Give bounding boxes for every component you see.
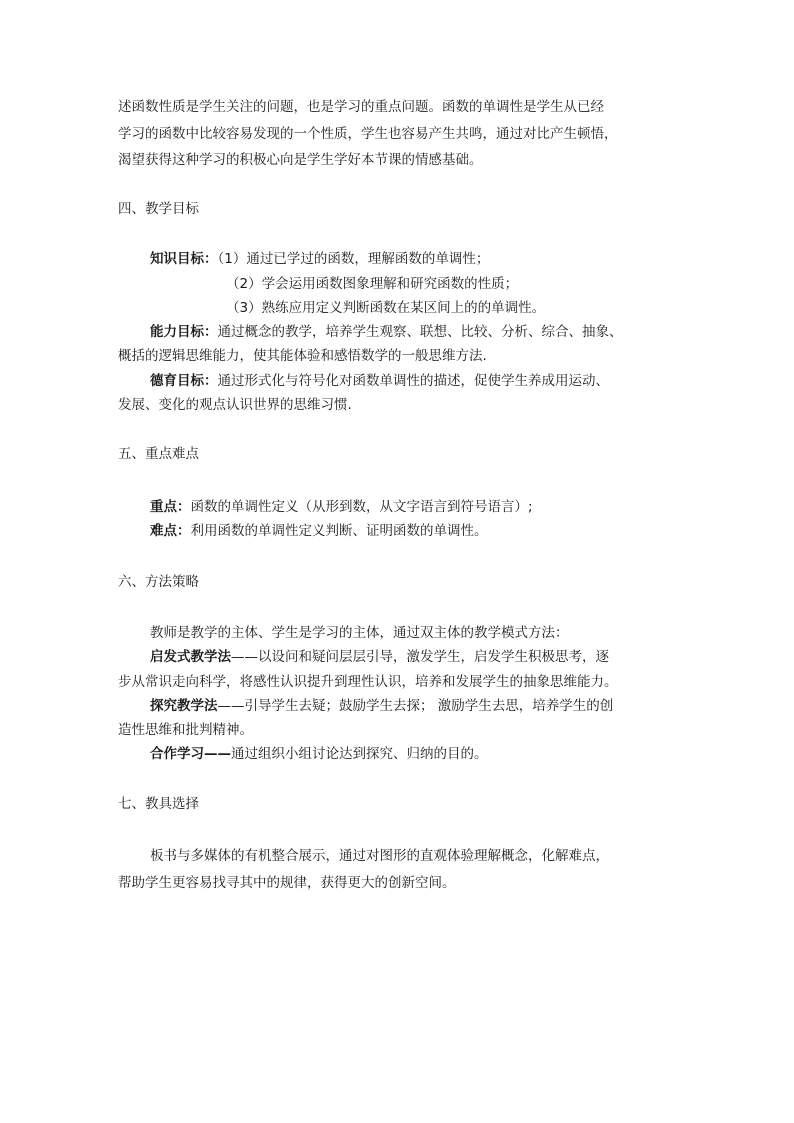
knowledge-goal-line-1 (150, 249, 489, 269)
section-4-title: 四、教学目标 (118, 201, 199, 217)
method-3-line (150, 744, 488, 764)
method-1-text-2: 步从常识走向科学，将感性认识提升到理性认识，培养和发展学生的抽象思维能力。 (118, 674, 618, 690)
moral-goal-text-2: 发展、变化的观点认识世界的思维习惯. (118, 397, 352, 413)
moral-goal-line-1 (150, 371, 609, 391)
method-3-text: 通过组织小组讨论达到探究、归纳的目的。 (231, 746, 488, 762)
key-point-label: 重点： (150, 499, 191, 515)
method-3-label: 合作学习—— (150, 746, 231, 762)
difficulty-line (150, 521, 488, 541)
method-1-label: 启发式教学法 (150, 649, 231, 665)
key-point-text: 函数的单调性定义（从形到数，从文字语言到符号语言）; (190, 499, 533, 515)
section-5-title: 五、重点难点 (118, 446, 199, 462)
difficulty-text: 利用函数的单调性定义判断、证明函数的单调性。 (190, 523, 488, 539)
section-6-title: 六、方法策略 (118, 574, 199, 590)
moral-goal-text-1: 通过形式化与符号化对函数单调性的描述，促使学生养成用运动、 (217, 373, 609, 389)
method-intro: 教师是教学的主体、学生是学习的主体，通过双主体的教学模式方法： (150, 625, 569, 641)
intro-line-1: 述函数性质是学生关注的问题，也是学习的重点问题。函数的单调性是学生从已经 (118, 99, 604, 115)
section-7-title: 七、教具选择 (118, 796, 199, 812)
intro-line-3: 渴望获得这种学习的积极心向是学生学好本节课的情感基础。 (118, 152, 483, 168)
method-1-text-1: ——以设问和疑问层层引导，激发学生，启发学生积极思考，逐 (231, 649, 609, 665)
method-2-text-2: 造性思维和批判精神。 (118, 722, 253, 738)
tools-text-2: 帮助学生更容易找寻其中的规律，获得更大的创新空间。 (118, 875, 456, 891)
ability-goal-line-1 (150, 322, 623, 342)
knowledge-goal-item-3: （3）熟练应用定义判断函数在某区间上的的单调性。 (226, 300, 546, 316)
method-2-label: 探究教学法 (150, 698, 218, 714)
intro-line-2: 学习的函数中比较容易发现的一个性质，学生也容易产生共鸣，通过对比产生顿悟， (118, 126, 618, 142)
knowledge-goal-item-1: （1）通过已学过的函数，理解函数的单调性； (217, 251, 490, 267)
key-point-line (150, 497, 533, 517)
method-2-text-1: ——引导学生去疑；鼓励学生去探； 激励学生去思，培养学生的创 (217, 698, 614, 714)
tools-text-1: 板书与多媒体的有机整合展示，通过对图形的直观体验理解概念，化解难点， (150, 848, 609, 864)
knowledge-goal-label: 知识目标： (150, 251, 218, 267)
difficulty-label: 难点： (150, 523, 191, 539)
ability-goal-label: 能力目标： (150, 324, 218, 340)
ability-goal-text-1: 通过概念的教学，培养学生观察、联想、比较、分析、综合、抽象、 (217, 324, 623, 340)
knowledge-goal-item-2: （2）学会运用函数图象理解和研究函数的性质； (226, 276, 519, 292)
ability-goal-text-2: 概括的逻辑思维能力，使其能体验和感悟数学的一般思维方法. (118, 348, 487, 364)
moral-goal-label: 德育目标： (150, 373, 218, 389)
method-1-line-1 (150, 647, 609, 667)
method-2-line-1 (150, 696, 613, 716)
